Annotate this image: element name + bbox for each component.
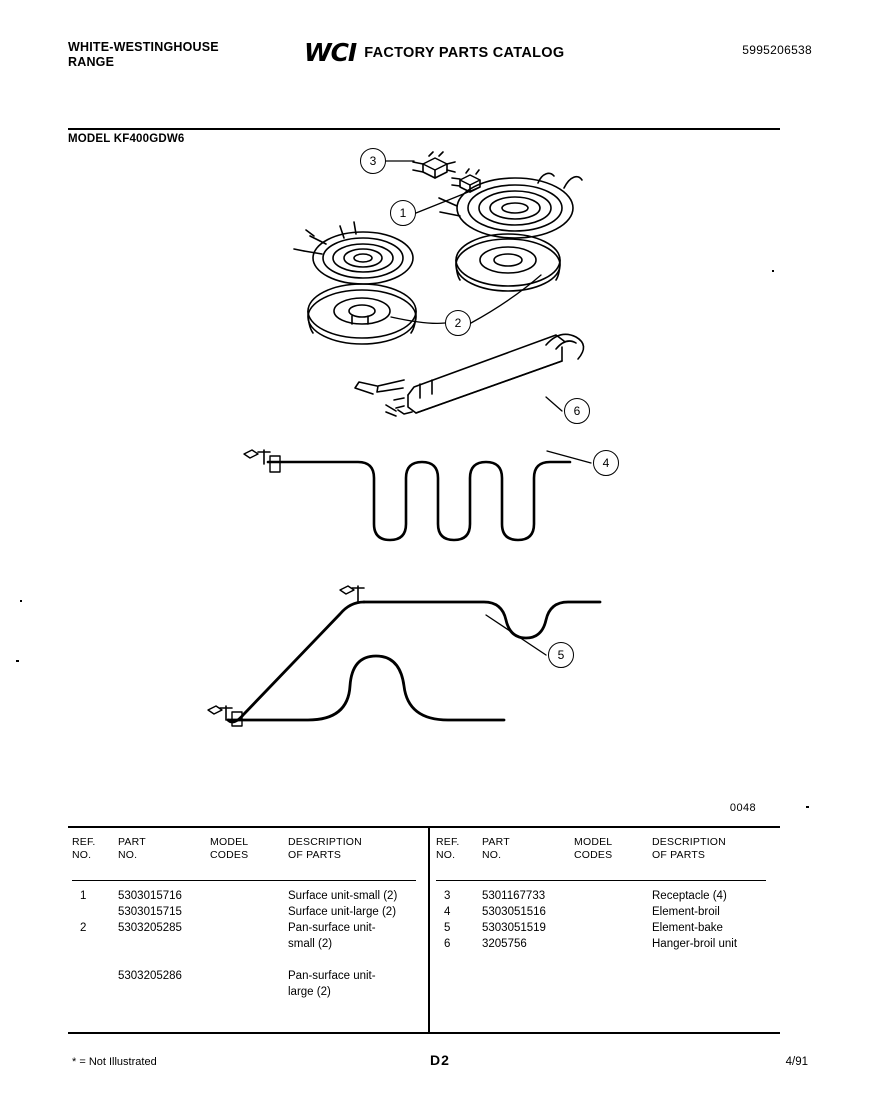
model-label: MODEL KF400GDW6: [68, 133, 185, 145]
cell-desc: Surface unit-large (2): [288, 906, 397, 918]
cell-ref: 2: [80, 922, 87, 934]
pan-surface-unit-large: [456, 234, 560, 291]
scan-speck: [806, 806, 809, 808]
table-row: [436, 888, 792, 904]
table-bottom-divider: [68, 1032, 780, 1034]
header-desc-line2: OF PARTS: [652, 849, 706, 861]
header-part-line2: NO.: [482, 849, 502, 861]
hanger-broil-unit: [355, 334, 584, 416]
cell-desc: Surface unit-small (2): [288, 890, 398, 902]
table-header-underline-left: [72, 880, 416, 881]
cell-part: 5303051516: [482, 906, 546, 918]
cell-part: 5303205286: [118, 970, 182, 982]
parts-table-left-body: [72, 888, 428, 1000]
header-desc-line1: DESCRIPTION: [288, 836, 362, 848]
cell-ref: 5: [444, 922, 451, 934]
table-center-divider: [428, 828, 430, 1032]
header-ref-line2: NO.: [436, 849, 456, 861]
callout-4: 4: [593, 450, 619, 476]
table-row: [436, 936, 792, 952]
cell-ref: 6: [444, 938, 451, 950]
scan-speck: [772, 270, 774, 272]
header-desc-line1: DESCRIPTION: [652, 836, 726, 848]
header-desc-line2: OF PARTS: [288, 849, 342, 861]
cell-ref: 4: [444, 906, 451, 918]
cell-ref: 1: [80, 890, 87, 902]
table-row: [436, 904, 792, 920]
scan-speck: [16, 660, 19, 662]
table-top-divider: [68, 826, 780, 828]
callout-1: 1: [390, 200, 416, 226]
cell-desc: Pan-surface unit-: [288, 922, 376, 934]
table-row: [72, 888, 428, 904]
pan-surface-unit-small: [308, 284, 416, 344]
callout-3: 3: [360, 148, 386, 174]
header-ref-line2: NO.: [72, 849, 92, 861]
table-row: [72, 904, 428, 920]
parts-illustration: [68, 140, 780, 820]
header-divider: [68, 128, 780, 130]
figure-code: 0048: [729, 802, 756, 814]
header-codes-line1: MODEL: [210, 836, 249, 848]
header-codes-line1: MODEL: [574, 836, 613, 848]
parts-table-right-header: [436, 836, 792, 862]
catalog-heading: [304, 40, 564, 65]
table-row: [436, 920, 792, 936]
cell-desc: Hanger-broil unit: [652, 938, 738, 950]
exploded-view-drawing: [68, 140, 780, 820]
cell-part: 3205756: [482, 938, 527, 950]
header-part-line2: NO.: [118, 849, 138, 861]
cell-desc: Element-broil: [652, 906, 720, 918]
header-codes-line2: CODES: [210, 849, 249, 861]
element-bake: [228, 602, 600, 722]
cell-part: 5303205285: [118, 922, 182, 934]
table-row: [72, 984, 428, 1000]
table-row: [72, 952, 428, 968]
cell-desc: small (2): [288, 938, 333, 950]
page-number: D2: [430, 1052, 450, 1068]
brand-line-1: WHITE-WESTINGHOUSE: [68, 40, 219, 54]
catalog-title: FACTORY PARTS CATALOG: [364, 44, 565, 61]
header-codes-line2: CODES: [574, 849, 613, 861]
header-ref-line1: REF.: [436, 836, 460, 848]
wci-logo: WCI: [304, 38, 357, 67]
table-row: [72, 936, 428, 952]
element-bake-terminals: [208, 586, 364, 726]
callout-6: 6: [564, 398, 590, 424]
cell-part: 5301167733: [482, 890, 546, 902]
brand-line-2: RANGE: [68, 55, 115, 69]
parts-table-left-header: [72, 836, 428, 862]
header-part-line1: PART: [482, 836, 510, 848]
cell-ref: 3: [444, 890, 451, 902]
parts-table-right-body: [436, 888, 792, 952]
cell-desc: Element-bake: [652, 922, 723, 934]
cell-part: 5303015715: [118, 906, 182, 918]
element-broil-terminals: [244, 450, 286, 472]
scan-speck: [20, 600, 22, 602]
revision-date: 4/91: [785, 1056, 808, 1068]
cell-desc: Pan-surface unit-: [288, 970, 376, 982]
callout-5: 5: [548, 642, 574, 668]
element-broil: [268, 462, 570, 540]
cell-desc: large (2): [288, 986, 331, 998]
cell-part: 5303051519: [482, 922, 546, 934]
brand-name: [68, 40, 219, 70]
header-part-line1: PART: [118, 836, 146, 848]
receptacle-small-detail: [413, 152, 455, 178]
callout-2: 2: [445, 310, 471, 336]
table-row: [72, 968, 428, 984]
catalog-number: 5995206538: [742, 43, 812, 57]
cell-desc: Receptacle (4): [652, 890, 727, 902]
header-ref-line1: REF.: [72, 836, 96, 848]
table-header-underline-right: [436, 880, 766, 881]
footnote: * = Not Illustrated: [72, 1056, 157, 1068]
surface-unit-small: [294, 222, 413, 284]
page-header: [68, 40, 812, 80]
table-row: [72, 920, 428, 936]
cell-part: 5303015716: [118, 890, 182, 902]
